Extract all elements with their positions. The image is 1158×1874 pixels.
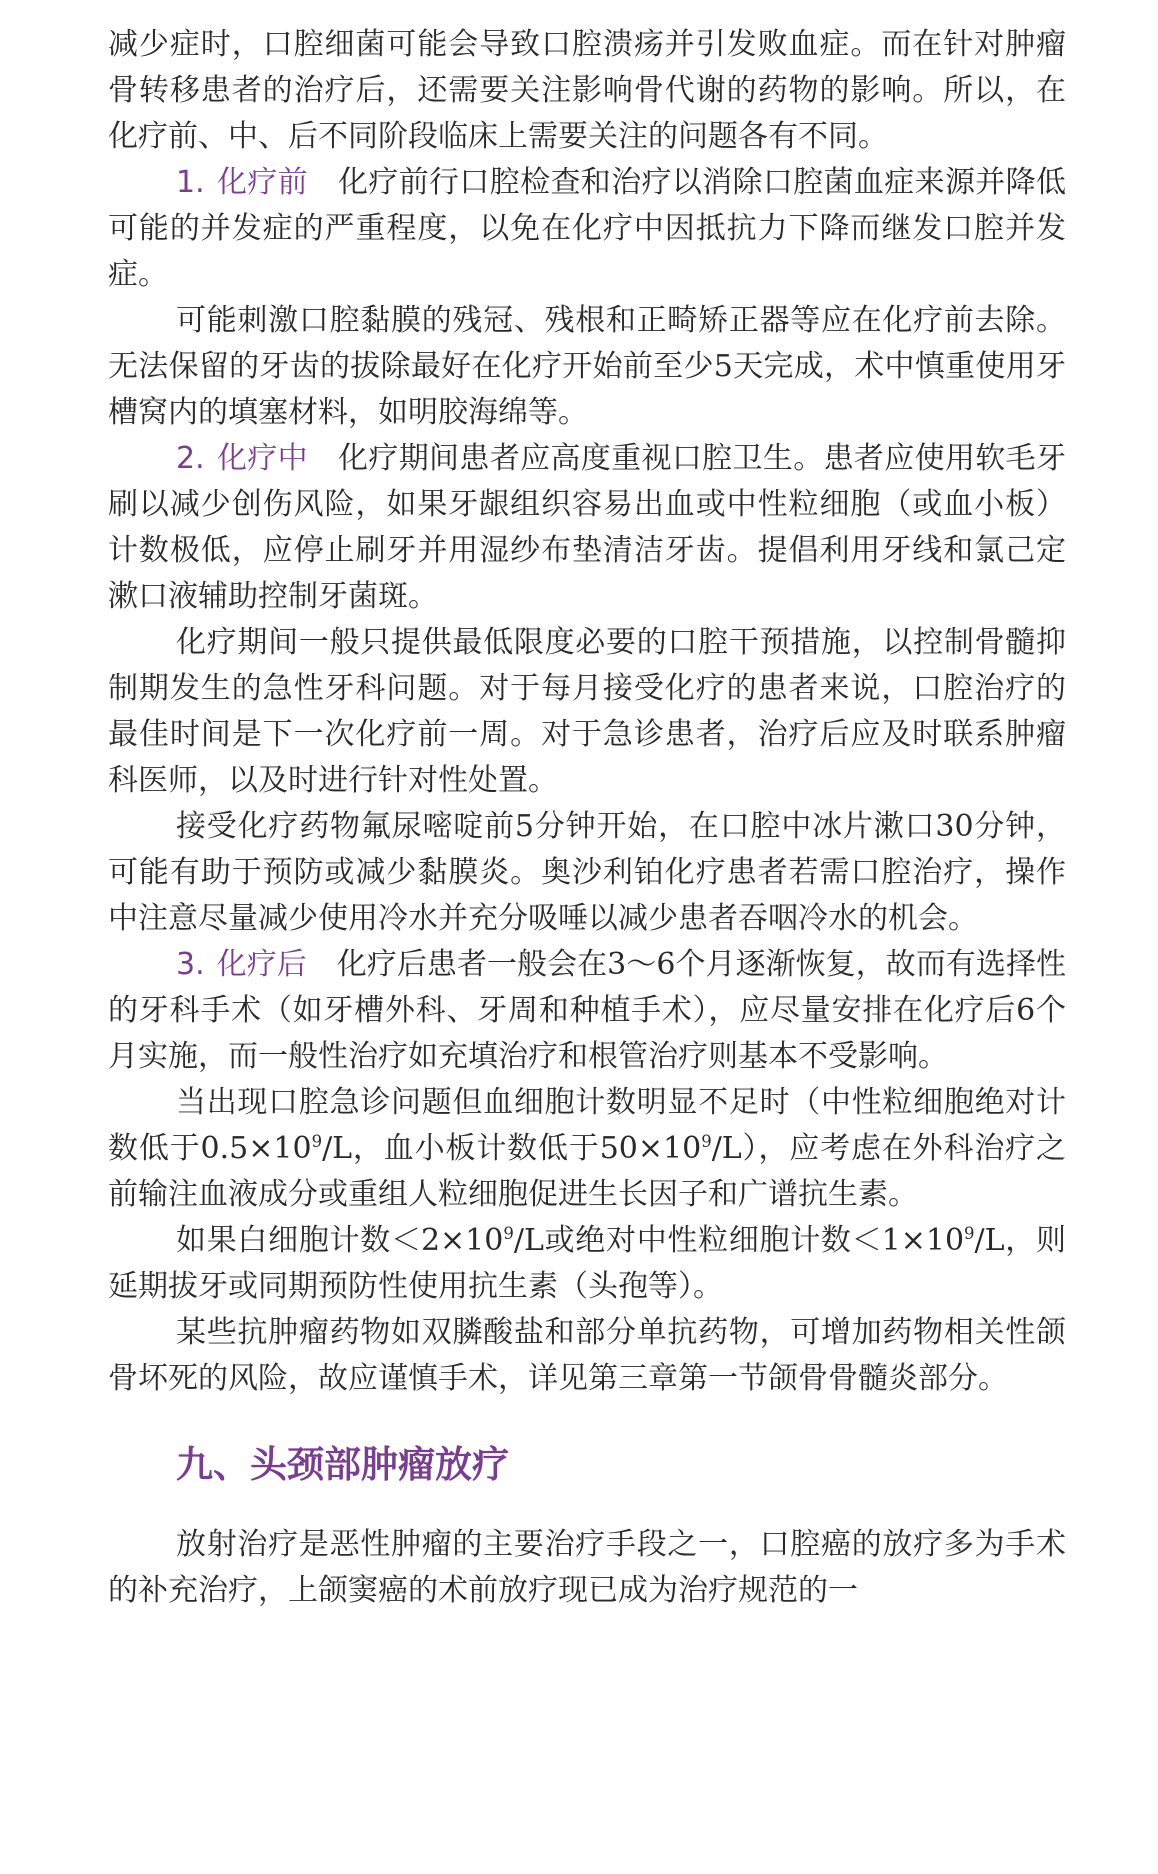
body-paragraph: 如果白细胞计数$<2\times 10^9/L$或绝对中性粒细胞计数$<1\times 10^9/L$，则延期拔牙或同期预防性使用抗生素（头孢等）。 bbox=[108, 1223, 1066, 1304]
body-paragraph: 某些抗肿瘤药物如双膦酸盐和部分单抗药物，可增加药物相关性颌骨坏死的风险，故应谨慎手术，详见第三章第一节颌骨骨髓炎部分。 bbox=[108, 1315, 1066, 1396]
subsection-paragraph-during-chemo: 2. 化疗中 化疗期间患者应高度重视口腔卫生。患者应使用软毛牙刷以减少创伤风险，如果牙龈组织容易出血或中性粒细胞（或血小板）计数极低，应停止刷牙并用湿纱布垫清洁牙齿。提倡利用牙线和氯己定漱口液辅助控制牙菌斑。 bbox=[108, 441, 1067, 614]
body-paragraph: 接受化疗药物氟尿嘧啶前5分钟开始，在口腔中冰片漱口30分钟，可能有助于预防或减少黏膜炎。奥沙利铂化疗患者若需口腔治疗，操作中注意尽量减少使用冷水并充分吸唾以减少患者吞咽冷水的机会。 bbox=[108, 809, 1066, 936]
body-paragraph: 当出现口腔急诊问题但血细胞计数明显不足时（中性粒细胞绝对计数低于$0.5\times 10^9/L$，血小板计数低于$50\times 10^9/L$），应考虑在外科治疗之前输注血液成分或重组人粒细胞促进生长因子和广谱抗生素。 bbox=[108, 1085, 1067, 1212]
body-paragraph: 减少症时，口腔细菌可能会导致口腔溃疡并引发败血症。而在针对肿瘤骨转移患者的治疗后，还需要关注影响骨代谢的药物的影响。所以，在化疗前、中、后不同阶段临床上需要关注的问题各有不同。 bbox=[108, 27, 1066, 154]
body-paragraph: 放射治疗是恶性肿瘤的主要治疗手段之一，口腔癌的放疗多为手术的补充治疗，上颌窦癌的术前放疗现已成为治疗规范的一 bbox=[108, 1527, 1066, 1608]
subsection-heading: 1. 化疗前 bbox=[176, 165, 309, 200]
subsection-paragraph-after-chemo: 3. 化疗后 化疗后患者一般会在3～6个月逐渐恢复，故而有选择性的牙科手术（如牙槽外科、牙周和种植手术），应尽量安排在化疗后6个月实施，而一般性治疗如充填治疗和根管治疗则基本不受影响。 bbox=[108, 947, 1066, 1074]
subsection-heading: 3. 化疗后 bbox=[176, 947, 307, 982]
subsection-paragraph-before-chemo: 1. 化疗前 化疗前行口腔检查和治疗以消除口腔菌血症来源并降低可能的并发症的严重程度，以免在化疗中因抵抗力下降而继发口腔并发症。 bbox=[108, 165, 1067, 292]
document-page bbox=[108, 22, 1066, 1614]
section-heading: 九、头颈部肿瘤放疗 bbox=[176, 1442, 509, 1486]
body-paragraph: 化疗期间一般只提供最低限度必要的口腔干预措施，以控制骨髓抑制期发生的急性牙科问题。对于每月接受化疗的患者来说，口腔治疗的最佳时间是下一次化疗前一周。对于急诊患者，治疗后应及时联系肿瘤科医师，以及时进行针对性处置。 bbox=[108, 625, 1066, 798]
body-paragraph: 可能刺激口腔黏膜的残冠、残根和正畸矫正器等应在化疗前去除。无法保留的牙齿的拔除最好在化疗开始前至少5天完成，术中慎重使用牙槽窝内的填塞材料，如明胶海绵等。 bbox=[108, 303, 1066, 430]
subsection-heading: 2. 化疗中 bbox=[176, 441, 309, 476]
